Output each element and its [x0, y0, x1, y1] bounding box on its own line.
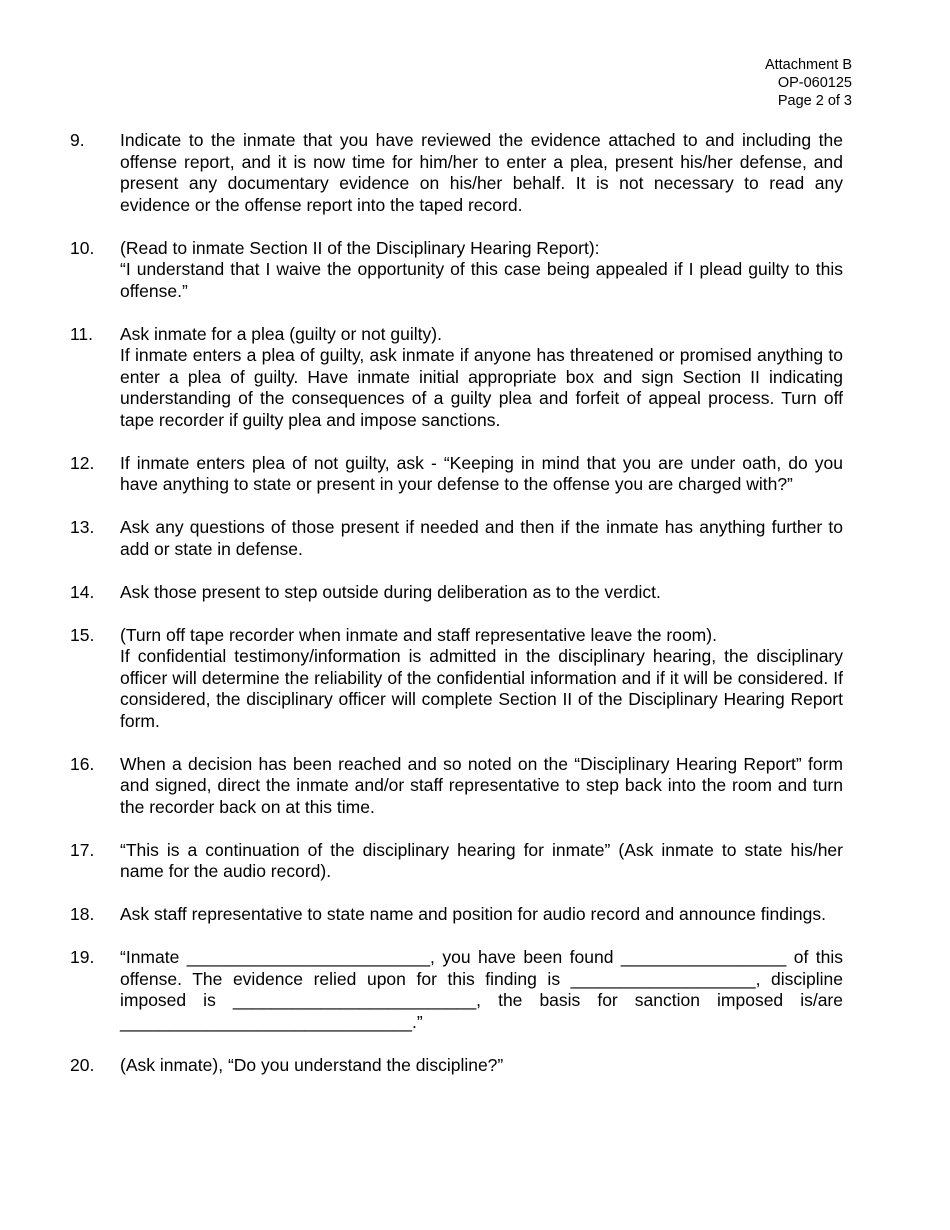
item-paragraph: (Read to inmate Section II of the Disciplinary Hearing Report):: [120, 237, 600, 258]
list-item: [70, 517, 843, 560]
list-item: [70, 1055, 843, 1077]
item-number: 9.: [70, 130, 85, 150]
item-text: [120, 947, 843, 1033]
list-item: [70, 324, 843, 432]
item-number: 14.: [70, 581, 95, 602]
list-item: [70, 238, 843, 303]
list-item: [70, 130, 843, 216]
item-number: 15.: [70, 624, 95, 645]
item-number: 12.: [70, 452, 95, 473]
item-number: 20.: [70, 1054, 95, 1075]
list-item: [70, 582, 843, 604]
attachment-label: Attachment B: [764, 57, 852, 73]
item-paragraph: “Inmate _________________________, you have been found _________________ of this offense. The evidence relied upon for this finding is ___________________, discipline imposed is _________________________, the basis for sanction imposed is/are ______________________________.”: [120, 947, 843, 1032]
item-paragraph: If confidential testimony/information is admitted in the disciplinary hearing, the disciplinary officer will determine the reliability of the confidential information and if it will be considered. If considered, the disciplinary officer will complete Section II of the Disciplinary Hearing Report form.: [120, 646, 843, 731]
item-text: [120, 840, 843, 883]
list-item: [70, 754, 843, 819]
list-item: [70, 840, 843, 883]
document-number: OP-060125: [777, 75, 852, 91]
item-paragraph: “I understand that I waive the opportunity of this case being appealed if I plead guilty to this offense.”: [120, 259, 843, 301]
item-text: [120, 582, 843, 604]
item-paragraph: “This is a continuation of the disciplinary hearing for inmate” (Ask inmate to state his/her name for the audio record).: [120, 839, 843, 881]
item-number: 17.: [70, 839, 95, 860]
list-item: [70, 625, 843, 733]
item-paragraph: Ask any questions of those present if needed and then if the inmate has anything further to add or state in defense.: [120, 517, 843, 559]
list-item: [70, 453, 843, 496]
item-paragraph: (Ask inmate), “Do you understand the discipline?”: [120, 1054, 504, 1075]
item-paragraph: If inmate enters a plea of guilty, ask inmate if anyone has threatened or promised anything to enter a plea of guilty. Have inmate initial appropriate box and sign Section II indicating understanding of the consequences of a guilty plea and forfeit of appeal process. Turn off tape recorder if guilty plea and impose sanctions.: [120, 345, 843, 430]
item-number: 11.: [70, 323, 94, 344]
item-paragraph: Ask those present to step outside during deliberation as to the verdict.: [120, 581, 661, 602]
item-text: [120, 130, 843, 216]
item-number: 18.: [70, 904, 95, 924]
item-paragraph: When a decision has been reached and so noted on the “Disciplinary Hearing Report” form and signed, direct the inmate and/or staff representative to step back into the room and turn the recorder back on at this time.: [120, 753, 843, 817]
item-text: [120, 517, 843, 560]
list-item: [70, 947, 843, 1033]
item-number: 19.: [70, 947, 95, 967]
item-text: [120, 453, 843, 496]
page-header: [765, 56, 852, 110]
item-number: 16.: [70, 753, 95, 774]
item-number: 13.: [70, 517, 95, 537]
item-paragraph: Indicate to the inmate that you have reviewed the evidence attached to and including the offense report, and it is now time for him/her to enter a plea, present his/her defense, and present any documentary evidence on his/her behalf. It is not necessary to read any evidence or the offense report into the taped record.: [120, 130, 843, 215]
list-item: [70, 904, 843, 926]
item-text: [120, 904, 843, 926]
item-number: 10.: [70, 237, 95, 258]
item-paragraph: If inmate enters plea of not guilty, ask - “Keeping in mind that you are under oath, do you have anything to state or present in your defense to the offense you are charged with?”: [120, 452, 843, 494]
item-text: [120, 625, 843, 733]
procedure-list: [70, 130, 843, 1098]
item-text: [120, 1055, 843, 1077]
item-paragraph: Ask staff representative to state name and position for audio record and announce findings.: [120, 904, 826, 924]
item-text: [120, 754, 843, 819]
item-text: [120, 238, 843, 303]
item-paragraph: Ask inmate for a plea (guilty or not guilty).: [120, 323, 442, 344]
item-text: [120, 324, 843, 432]
item-paragraph: (Turn off tape recorder when inmate and staff representative leave the room).: [120, 624, 717, 645]
page-number: Page 2 of 3: [777, 93, 852, 109]
